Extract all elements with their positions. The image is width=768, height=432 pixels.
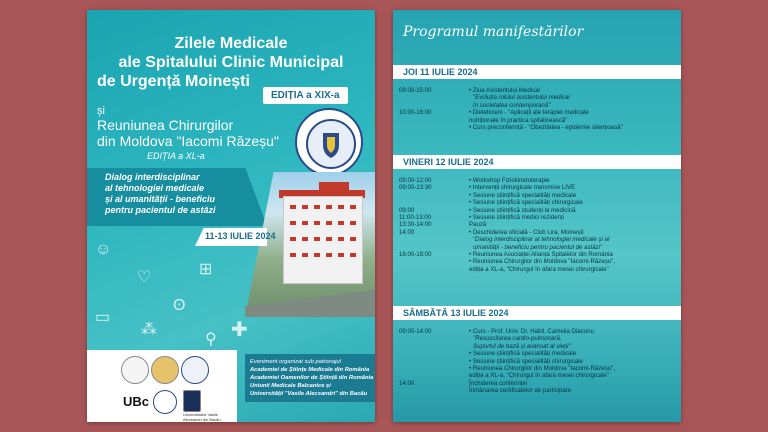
- conjunction: și: [97, 105, 105, 117]
- subtitle-line: Reuniunea Chirurgilor: [97, 117, 234, 133]
- dna-icon: ʘ: [173, 297, 186, 314]
- window: [290, 221, 296, 225]
- description-subtitle: umanității - beneficiu pentru pacientul de astăzi": [473, 243, 603, 251]
- schedule-description: [469, 251, 677, 258]
- schedule-time: 09:00-12:00: [399, 177, 432, 184]
- description-line: • Reuniunea Chirurgilor din Moldova "Iacomi-Răzeșu",: [469, 365, 616, 372]
- schedule-time: 09:00-14:00: [399, 328, 432, 335]
- schedule-description: [469, 350, 677, 357]
- window: [314, 221, 320, 225]
- university-logo-icon: [183, 390, 201, 412]
- medical-kit-icon: ⊞: [199, 261, 213, 278]
- description-line: • Curs - Prof. Univ. Dr. Habil. Camelia Diaconu: [469, 328, 594, 335]
- description-line: • Sesiune științifică specialități chirurgicale: [469, 357, 583, 365]
- description-line: • Ziua Asistentului Medical: [469, 87, 540, 94]
- title-line: ale Spitalului Clinic Municipal: [118, 54, 344, 71]
- window: [302, 221, 308, 225]
- description-line: Pauză: [469, 221, 487, 229]
- schedule-time: 14:00: [399, 379, 415, 387]
- schedule-time: 09:00-13:30: [399, 184, 432, 192]
- description-line: ediția a XL-a, "Chirurgul în afara mesei chirurgicale": [469, 372, 609, 380]
- day-header: JOI 11 IULIE 2024: [393, 65, 681, 79]
- balkan-union-logo-icon: [153, 390, 177, 414]
- description-subtitle: "Evoluția rolului asistentului medical: [473, 94, 570, 102]
- description-line: • Sesiune științifică specialități medicale: [469, 350, 577, 358]
- doctor-icon: ☺: [95, 241, 112, 258]
- description-subtitle: "Dialog interdisciplinar al tehnologiei medicale și al: [473, 236, 610, 244]
- window: [314, 205, 320, 209]
- window: [302, 205, 308, 209]
- window: [326, 205, 332, 209]
- schedule-time: 11:00-13:00: [399, 214, 432, 221]
- window: [350, 237, 356, 241]
- window: [326, 221, 332, 225]
- dialog-line: pentru pacientul de astăzi: [105, 205, 216, 215]
- schedule-description: [469, 258, 677, 273]
- window: [290, 237, 296, 241]
- description-line: • Sesiune științifică specialități chirurgicale: [469, 199, 583, 207]
- description-line: • Reuniunea Chirurgilor din Moldova "Iacomi-Răzeșu",: [469, 258, 616, 266]
- molecule-icon: ⁂: [141, 321, 157, 338]
- heartbeat-icon: ♡: [137, 269, 152, 286]
- window: [350, 253, 356, 257]
- day-header: SÂMBĂTĂ 13 IULIE 2024: [393, 306, 681, 320]
- description-line: Înmânarea certificatelor de participare: [469, 387, 572, 395]
- schedule-description: [469, 199, 677, 206]
- academy-logo-icon: [121, 356, 149, 384]
- patronage-line: Universității "Vasile Alecsandri" din Bacău: [250, 391, 368, 397]
- patronage-box: [245, 354, 375, 402]
- window: [338, 205, 344, 209]
- schedule-description: [469, 365, 677, 380]
- schedule-time: 10:00-16:00: [399, 109, 432, 117]
- shield-icon: [308, 121, 354, 167]
- patronage-line: Eveniment organizat sub patronajul: [250, 359, 341, 365]
- schedule-description: [469, 221, 677, 228]
- description-line: • Sesiune științifică studenți la medicină: [469, 206, 576, 214]
- schedule-time: 09:00-15:00: [399, 87, 432, 94]
- description-subtitle: Suportul de bază și avansat al vieții": [473, 342, 571, 350]
- description-line: Închiderea conferinței: [469, 379, 528, 387]
- description-subtitle: "Resuscitarea cardio-pulmonară.: [473, 335, 562, 343]
- patronage-line: Academiei Oamenilor de Știință din România: [250, 375, 374, 381]
- first-aid-cross-icon: ✚: [231, 319, 248, 341]
- event-poster: [87, 10, 375, 422]
- window: [338, 221, 344, 225]
- description-line: • Intervenții chirurgicale transmise LIVE: [469, 184, 576, 192]
- program-flyer: [393, 10, 681, 422]
- window: [338, 237, 344, 241]
- schedule-description: [469, 87, 677, 109]
- description-line: • Dieteticieni - "Aplicații ale terapiei medicale: [469, 109, 589, 117]
- schedule-description: [469, 124, 677, 131]
- patronage-line: Uniunii Medicale Balcanice și: [250, 383, 331, 389]
- patronage-line: Academiei de Științe Medicale din România: [250, 367, 370, 373]
- schedule-description: [469, 192, 677, 199]
- crest-center: [306, 119, 356, 169]
- hospital-crest-icon: [295, 108, 363, 176]
- schedule-time: 09:00: [399, 206, 415, 214]
- description-line: • Sesiune științifică specialități medicale: [469, 191, 577, 199]
- schedule-description: [469, 380, 677, 395]
- schedule-description: [469, 207, 677, 214]
- schedule-time: 14:00: [399, 228, 415, 236]
- description-line: • Workshop Fiziokinetoterapie: [469, 177, 550, 184]
- description-line: nutriționale în practica spitalicească": [469, 116, 568, 124]
- description-subtitle: în societatea contemporană": [473, 101, 551, 109]
- description-line: • Reuniunea Asociației Alianța Spitalelor din România: [469, 251, 613, 258]
- window: [314, 237, 320, 241]
- schedule-description: [469, 358, 677, 365]
- sub-edition: EDIȚIA a XL-a: [147, 151, 205, 161]
- schedule-description: [469, 328, 677, 350]
- description-line: • Sesiune științifică medici rezidenți: [469, 214, 564, 221]
- schedule-description: [469, 214, 677, 221]
- scientists-academy-logo-icon: [151, 356, 179, 384]
- schedule-time: 13:30-14:00: [399, 221, 432, 229]
- schedule-description: [469, 229, 677, 251]
- description-line: • Curs preconferință - "Obezitatea - epidemie silențioasă": [469, 124, 623, 131]
- window: [290, 253, 296, 257]
- title-line: Zilele Medicale: [174, 35, 288, 52]
- event-dates: 11-13 IULIE 2024: [205, 231, 276, 241]
- window: [326, 253, 332, 257]
- day-header: VINERI 12 IULIE 2024: [393, 155, 681, 169]
- dialog-line: al tehnologiei medicale: [105, 183, 205, 193]
- schedule-description: [469, 177, 677, 184]
- window: [326, 237, 332, 241]
- dialog-line: și al umanității - beneficiu: [105, 194, 216, 204]
- window: [302, 237, 308, 241]
- hospital-building: [283, 196, 363, 284]
- window: [350, 205, 356, 209]
- microscope-icon: ⚲: [205, 331, 217, 348]
- dialog-text: [105, 172, 253, 216]
- ubc-logo: UBc: [123, 394, 150, 409]
- subtitle-line: din Moldova "Iacomi Răzeșu": [97, 133, 279, 149]
- partner-logos: [87, 350, 237, 422]
- window: [338, 253, 344, 257]
- edition-badge: EDIȚIA a XIX-a: [263, 87, 348, 104]
- description-line: ediția a XL-a, "Chirurgul în afara mesei chirurgicale": [469, 265, 609, 273]
- window: [302, 253, 308, 257]
- schedule-description: [469, 184, 677, 191]
- window: [350, 221, 356, 225]
- university-caption: Universitatea Vasile Alecsandri din Bacău: [183, 412, 221, 422]
- event-title: [87, 34, 375, 91]
- schedule-time: 16:00-18:00: [399, 251, 432, 258]
- window: [314, 253, 320, 257]
- schedule-description: [469, 109, 677, 124]
- hospital-logo-icon: [181, 356, 209, 384]
- description-line: • Deschiderea oficială - Club Lira, Moinești: [469, 228, 584, 236]
- program-title: Programul manifestărilor: [403, 24, 584, 40]
- dialog-line: Dialog interdisciplinar: [105, 172, 200, 182]
- subtitle: [97, 117, 279, 149]
- title-line: de Urgență Moinești: [97, 73, 250, 90]
- hospital-bed-icon: ▭: [95, 309, 111, 326]
- window: [290, 205, 296, 209]
